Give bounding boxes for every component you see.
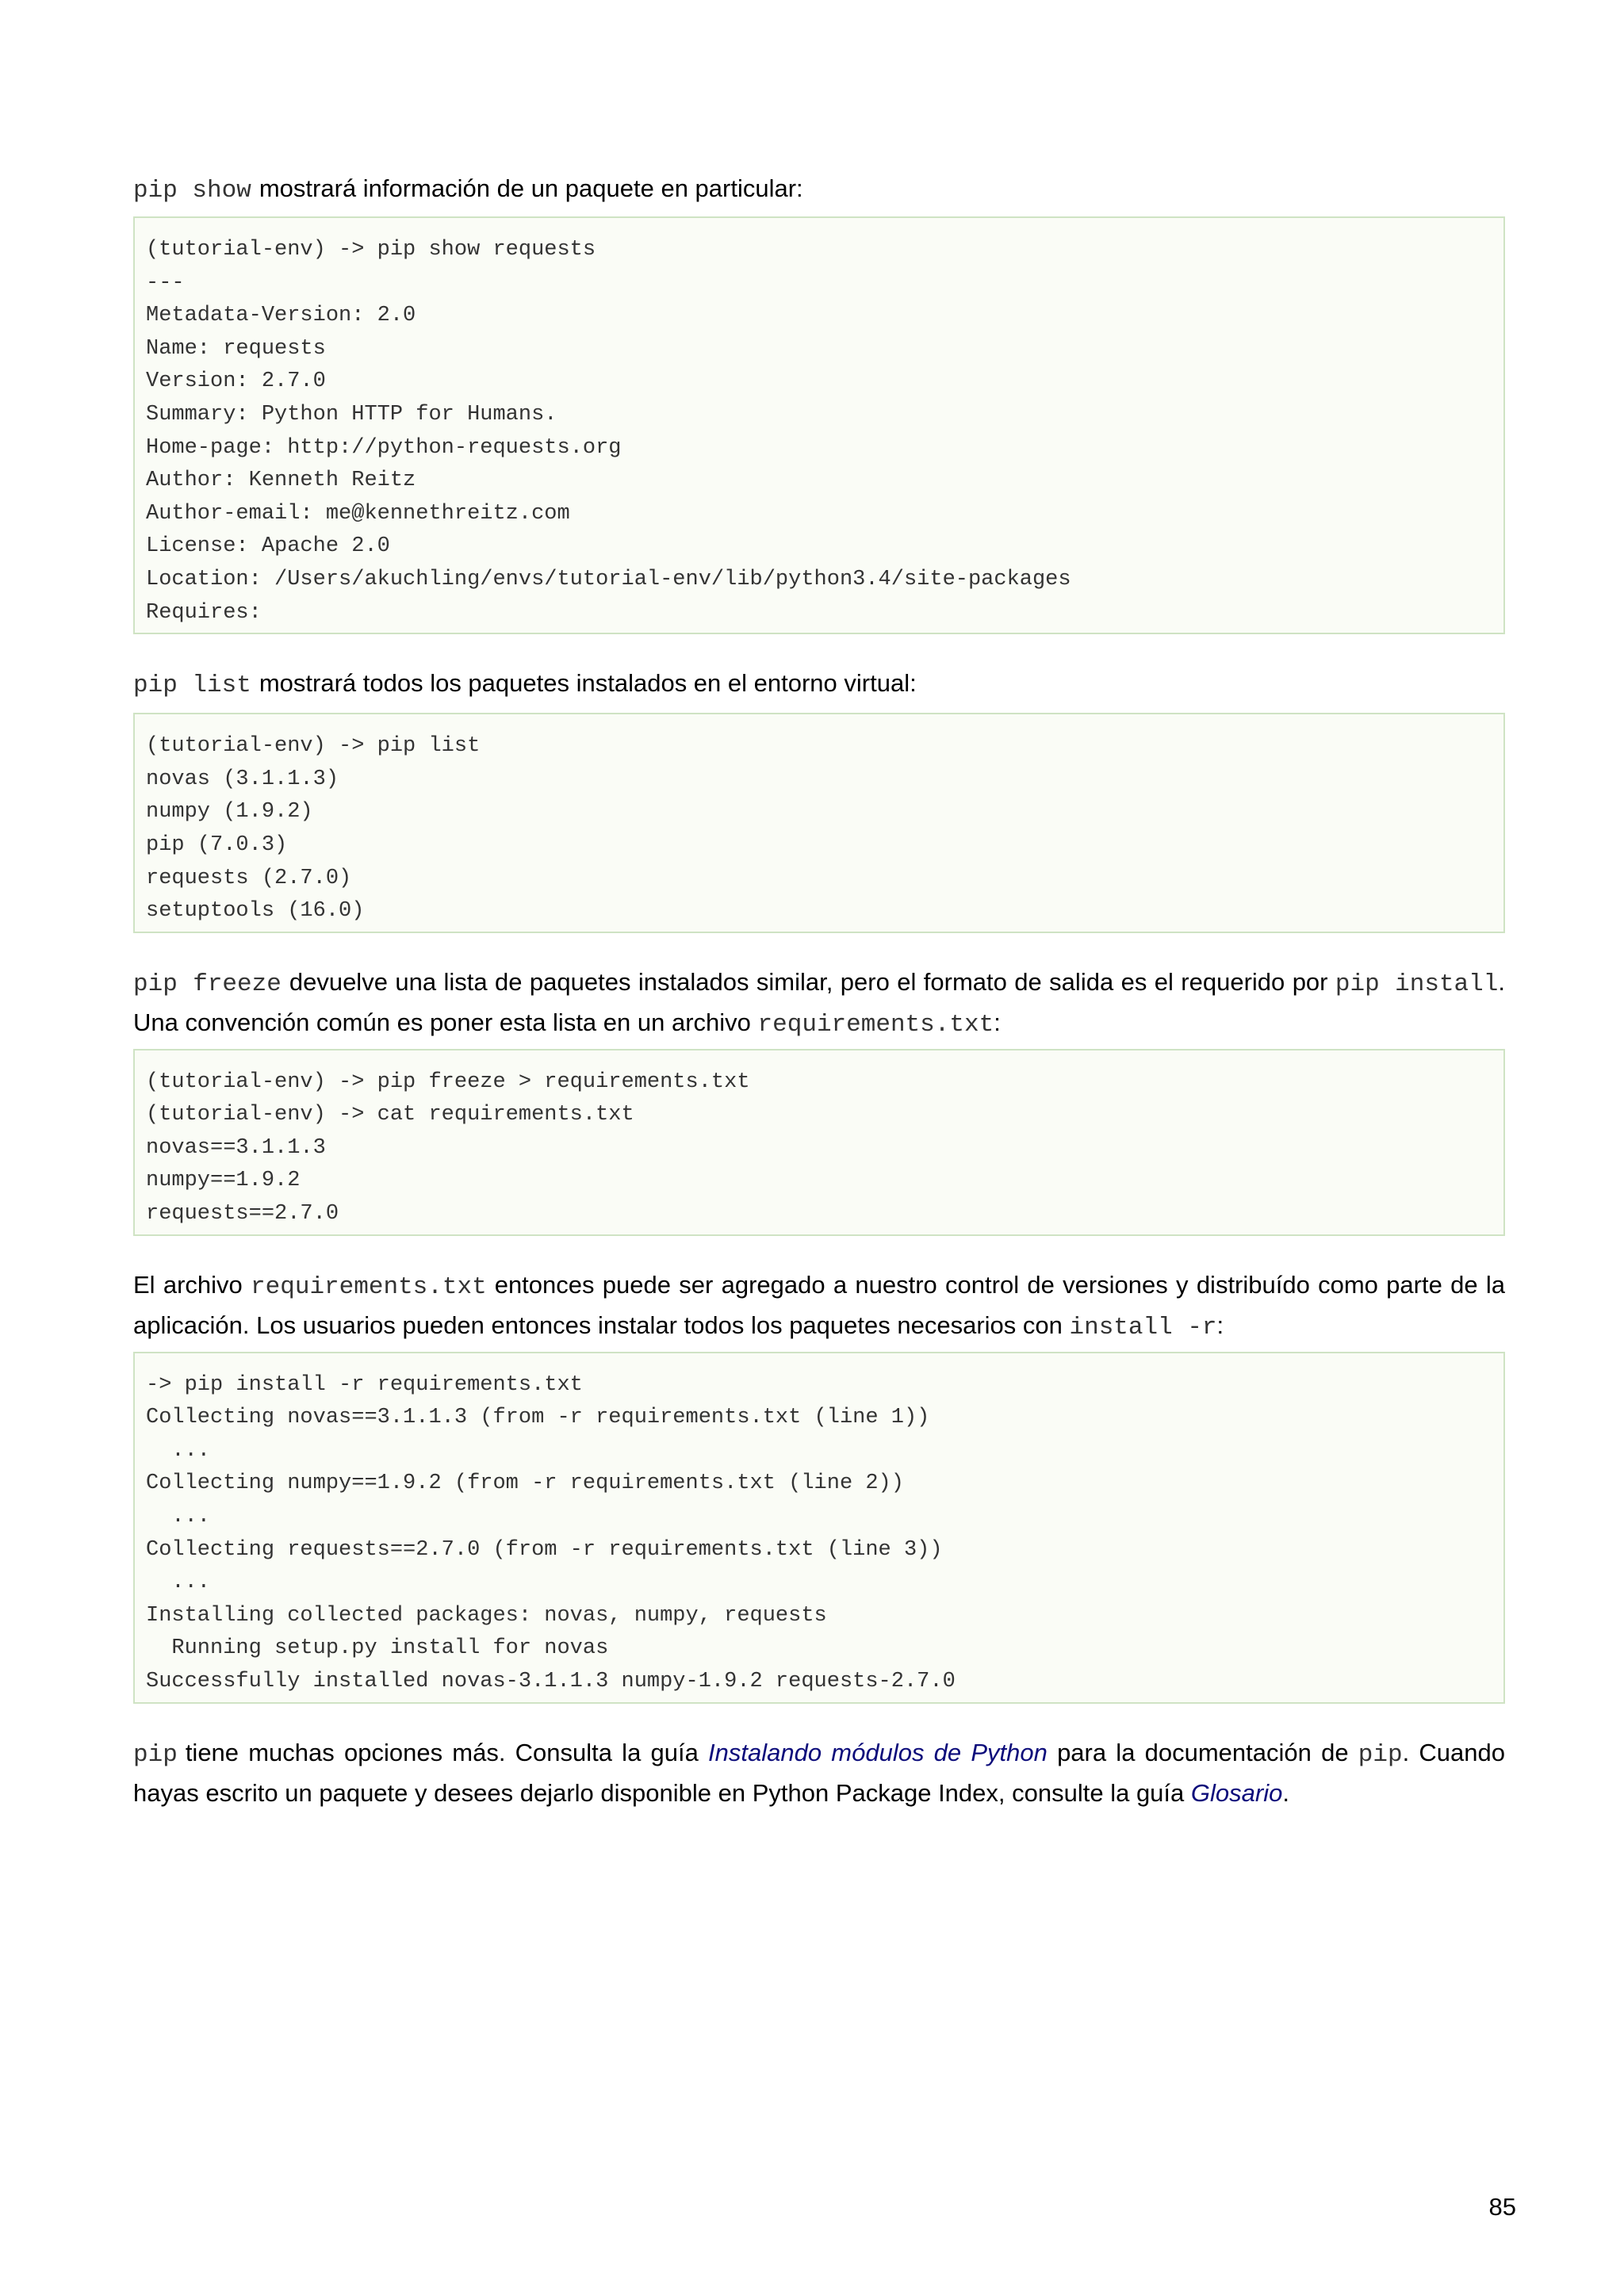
installing-python-modules-link[interactable]: Instalando módulos de Python xyxy=(708,1738,1048,1766)
pip-freeze-text-1: devuelve una lista de paquetes instalados similar, pero el formato de salida es el requerido por xyxy=(289,967,1328,996)
install-r-command: install -r xyxy=(1069,1313,1217,1341)
pip-list-paragraph xyxy=(133,664,1505,705)
pip-freeze-code-block: (tutorial-env) -> pip freeze > requirements.txt (tutorial-env) -> cat requirements.txt novas==3.1.1.3 numpy==1.9.2 requests==2.7.0 xyxy=(133,1049,1505,1236)
pip-freeze-paragraph xyxy=(133,963,1505,1044)
pip-show-code-block: (tutorial-env) -> pip show requests --- Metadata-Version: 2.0 Name: requests Version: 2.7.0 Summary: Python HTTP for Humans. Home-page: http://python-requests.org Author: Kenneth Reitz Author-email: me@kennethreitz.com License: Apache 2.0 Location: /Users/akuchling/envs/tutorial-env/lib/python3.4/site-packages Requires: xyxy=(133,216,1505,634)
pip-command: pip xyxy=(1358,1740,1403,1769)
pip-options-text-2: para la documentación de xyxy=(1057,1738,1349,1766)
pip-freeze-command: pip freeze xyxy=(133,970,282,998)
pip-freeze-text-3: : xyxy=(994,1008,1001,1036)
pip-options-paragraph xyxy=(133,1734,1505,1812)
pip-command: pip xyxy=(133,1740,178,1769)
requirements-paragraph xyxy=(133,1266,1505,1347)
pip-freeze-text-2: . Una convención común es poner esta lista en un archivo xyxy=(133,967,1505,1036)
pip-options-text-3: . Cuando hayas escrito un paquete y desees dejarlo disponible en Python Package Index, consulte la guía xyxy=(133,1738,1505,1807)
pip-install-command: pip install xyxy=(1335,970,1499,998)
page-number: 85 xyxy=(1488,2193,1516,2221)
pip-show-command: pip show xyxy=(133,177,251,205)
requirements-text-3: : xyxy=(1216,1311,1224,1339)
pip-list-code-block: (tutorial-env) -> pip list novas (3.1.1.3) numpy (1.9.2) pip (7.0.3) requests (2.7.0) setuptools (16.0) xyxy=(133,713,1505,933)
pip-list-command: pip list xyxy=(133,672,251,700)
pip-options-text-1: tiene muchas opciones más. Consulta la guía xyxy=(185,1738,699,1766)
pip-install-code-block: -> pip install -r requirements.txt Collecting novas==3.1.1.3 (from -r requirements.txt (line 1)) ... Collecting numpy==1.9.2 (from -r requirements.txt (line 2)) ... Collecting requests==2.7.0 (from -r requirements.txt (line 3)) ... Installing collected packages: novas, numpy, requests Running setup.py install for novas Successfully installed novas-3.1.1.3 numpy-1.9.2 requests-2.7.0 xyxy=(133,1352,1505,1704)
pip-list-description: mostrará todos los paquetes instalados en el entorno virtual: xyxy=(259,669,917,698)
requirements-text-1: El archivo xyxy=(133,1270,243,1299)
pip-show-paragraph xyxy=(133,170,1505,210)
requirements-file-name: requirements.txt xyxy=(757,1010,994,1039)
requirements-text-2: entonces puede ser agregado a nuestro control de versiones y distribuído como parte de la aplicación. Los usuarios pueden entonces instalar todos los paquetes necesarios con xyxy=(133,1270,1505,1339)
pip-options-text-4: . xyxy=(1282,1778,1289,1807)
glossary-link[interactable]: Glosario xyxy=(1190,1778,1283,1807)
pip-show-description: mostrará información de un paquete en particular: xyxy=(259,174,803,202)
requirements-file-name: requirements.txt xyxy=(251,1272,487,1301)
page-content xyxy=(133,170,1505,1812)
